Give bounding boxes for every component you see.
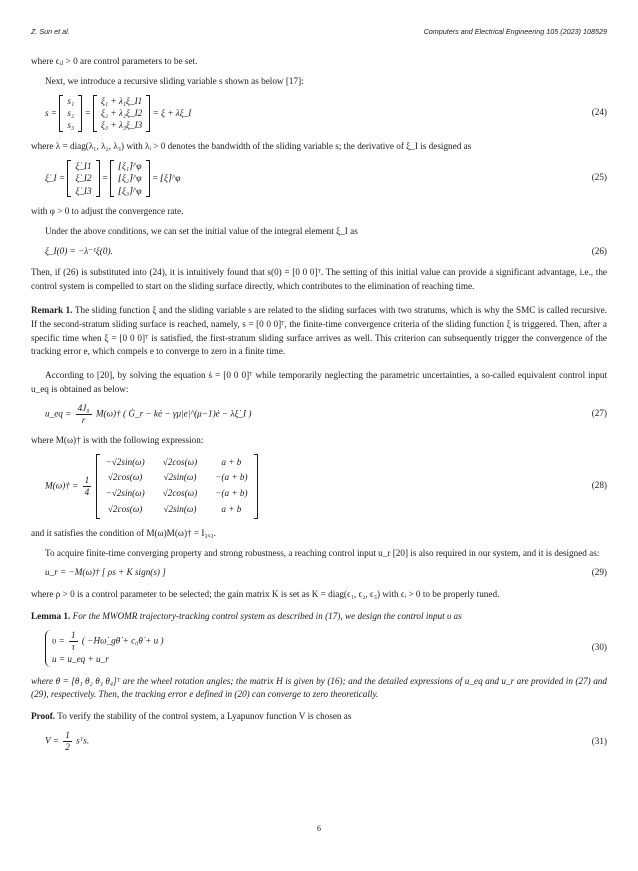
eq24-s3: s₃ (67, 120, 75, 131)
eq28-cell: √2cos(ω) (107, 503, 143, 514)
eq25-v1-row2: ξ̇_I2 (75, 173, 92, 184)
eq25-v2-row2: ⌊ξ₂⌉^φ (118, 173, 142, 184)
eq28-cell: √2sin(ω) (163, 472, 197, 483)
eq30-line2: u = u_eq + u_r (52, 653, 109, 664)
proof-text: To verify the stability of the control system, a Lyapunov function V is chosen as (57, 711, 352, 722)
equation-27 (31, 403, 607, 426)
eq25-v1-row1: ξ̇_I1 (75, 160, 92, 171)
eq28-matrix (96, 454, 258, 519)
eq31-number: (31) (591, 735, 607, 746)
equation-29 (31, 566, 607, 580)
eq25-lhs: ξ̇_I = (45, 172, 66, 183)
eq31-frac-num: 1 (63, 730, 72, 742)
eq28-cell: a + b (221, 456, 242, 467)
eq31-fraction (63, 730, 72, 753)
proof-label: Proof. (31, 711, 56, 722)
paragraph-3: where λ = diag(λ₁, λ₂, λ₃) with λᵢ > 0 denotes the bandwidth of the sliding variable s; the derivative of ξ_I is designed as (31, 140, 472, 151)
paragraph-8: where M(ω)† is with the following expression: (31, 434, 204, 445)
eq24-vector-xi (93, 95, 150, 132)
eq30-line1-rhs: ( −Hω̇_gθ̇ + c₀θ̇ + u ) (81, 635, 164, 646)
paragraph-10: To acquire finite-time converging property and strong robustness, a reaching control input u_r [20] is also required in our system, and it is designed as: (45, 547, 600, 558)
lemma-label: Lemma 1. (31, 610, 71, 621)
eq24-lhs: s = (45, 107, 58, 118)
eq29-number: (29) (591, 567, 607, 578)
eq28-cell: −√2sin(ω) (105, 456, 145, 467)
equation-25: ξ̇_I = ξ̇_I1 ξ̇_I2 ξ̇_I3 = ⌊ξ₁⌉^φ ⌊ξ₂⌉^φ ⌊ξ₃⌉^φ = ⌊ξ⌉^φ (25) (45, 160, 607, 196)
eq28-cell: √2cos(ω) (162, 456, 198, 467)
eq25-v2-row3: ⌊ξ₃⌉^φ (118, 185, 142, 196)
eq27-frac-den: r (81, 414, 86, 425)
running-header (31, 27, 607, 39)
eq30-frac-den: τ (71, 641, 75, 652)
eq28-lhs: M(ω)† = (45, 480, 79, 491)
eq28-cell: √2cos(ω) (107, 472, 143, 483)
eq30-number: (30) (591, 642, 607, 653)
main-content (31, 55, 607, 761)
eq25-vector-1 (67, 160, 99, 197)
lemma-1 (31, 610, 607, 624)
eq27-lhs: u_eq = (45, 408, 72, 419)
eq27-frac-num: 4J₀ (76, 403, 92, 415)
eq28-cell: −√2sin(ω) (105, 488, 145, 499)
remark-1 (31, 304, 607, 359)
eq25-v2-row1: ⌊ξ₁⌉^φ (118, 160, 142, 171)
paragraph-11: where ρ > 0 is a control parameter to be selected; the gain matrix K is set as K = diag(ϵ₁, ϵ₂, ϵ₃) with ϵᵢ > 0 to be properly tuned. (31, 589, 500, 600)
paragraph-1: where ϵᵢⱼ > 0 are control parameters to be set. (31, 56, 198, 66)
eq30-line1-lhs: υ = (52, 635, 68, 646)
eq29-text: u_r = −M(ω)† [ ρs + K sign(s) ] (45, 567, 166, 578)
eq27-rhs: M(ω)† ( Ġ_r − kė − γμ|e|^(μ−1)ė − λξ̇_I ) (95, 408, 252, 419)
eq28-cell: a + b (221, 503, 242, 514)
eq28-cell: −(a + b) (215, 488, 248, 499)
eq26-number: (26) (591, 245, 607, 256)
eq24-s1: s₁ (67, 95, 75, 106)
eq28-cell: √2cos(ω) (162, 488, 198, 499)
eq27-number: (27) (591, 408, 607, 419)
paragraph-12: where θ = [θ₁ θ₂ θ₃ θ₄]ᵀ are the wheel rotation angles; the matrix H is given by (16); and the detailed expressions of u_eq and u_r are provided in (27) and (29), respectively. Then, the tracking error e defined in (20) can converge to zero theoretically. (31, 675, 607, 700)
eq30-fraction (69, 630, 78, 653)
eq28-fraction (83, 475, 92, 498)
eq27-fraction (76, 403, 92, 426)
eq24-number: (24) (591, 107, 607, 118)
eq24-row3: ξ₃ + λ₃ξ_I3 (100, 120, 143, 131)
equation-24: s = s₁ s₂ s₃ = ξ₁ + λ₁ξ_I1 ξ₂ + λ₂ξ_I2 ξ₃ + λ₃ξ_I3 = ξ + λξ_I (24) (45, 95, 607, 131)
paragraph-7: According to [20], by solving the equation ṡ = [0 0 0]ᵀ while temporarily neglecting the parametric uncertainties, a so-called equivalent control input u_eq is obtained as below: (31, 370, 607, 394)
eq24-row1: ξ₁ + λ₁ξ_I1 (100, 95, 143, 106)
paragraph-2: Next, we introduce a recursive sliding variable s shown as below [17]: (45, 75, 304, 86)
eq28-frac-num: 1 (83, 475, 92, 487)
eq26-text: ξ_I(0) = −λ⁻¹ξ(0). (45, 245, 113, 256)
lemma-text: For the MWOMR trajectory-tracking control system as described in (17), we design the control input υ as (72, 610, 462, 621)
eq30-frac-num: 1 (69, 630, 78, 642)
page-number: 6 (317, 824, 321, 833)
eq28-frac-den: 4 (84, 486, 90, 497)
equation-26 (31, 245, 607, 259)
paragraph-6: Then, if (26) is substituted into (24), it is intuitively found that s(0) = [0 0 0]ᵀ. The setting of this initial value can provide a significant advantage, i.e., the control system is compelled to start on the sliding surface directly, which contributes to the elimination of reaching time. (31, 267, 607, 292)
paragraph-5: Under the above conditions, we can set the initial value of the integral element ξ_I as (45, 225, 358, 236)
eq25-v1-row3: ξ̇_I3 (75, 185, 92, 196)
eq24-rhs: = ξ + λξ_I (152, 107, 192, 118)
remark-label: Remark 1. (31, 304, 73, 315)
eq24-s2: s₂ (67, 108, 75, 119)
eq31-rhs: sᵀs. (76, 735, 90, 746)
eq30-brace (45, 630, 164, 667)
equation-31 (31, 730, 607, 753)
eq31-frac-den: 2 (65, 742, 70, 752)
eq28-cell: √2sin(ω) (163, 503, 197, 514)
header-authors: Z. Sun et al. (31, 27, 70, 36)
header-journal: Computers and Electrical Engineering 105 (2023) 108529 (423, 27, 607, 36)
remark-text: The sliding function ξ and the sliding variable s are related to the sliding surfaces with two stratums, which is why the SMC is called recursive. If the second-stratum sliding surface is reached, namely, s = [0 0 0]ᵀ, the finite-time convergence criteria of the sliding function ξ is triggered. Then, after a specific time when ξ = [0 0 0]ᵀ is satisfied, the first-stratum sliding surface arrives as well. This criterion can subsequently trigger the convergence of the tracking error e, which compels e to converge to zero in a finite time. (31, 304, 607, 357)
eq31-lhs: V = (45, 735, 59, 746)
eq25-number: (25) (591, 172, 607, 183)
eq25-vector-2 (110, 160, 149, 197)
eq28-number: (28) (591, 480, 607, 491)
equation-28 (31, 454, 607, 519)
eq24-vector-s (59, 95, 82, 132)
paragraph-9: and it satisfies the condition of M(ω)M(ω)† = I₃ₓ₃. (31, 527, 216, 538)
eq25-rhs: = ⌊ξ⌉^φ (151, 172, 181, 183)
eq28-cell: −(a + b) (215, 472, 248, 483)
paragraph-4: with φ > 0 to adjust the convergence rate. (31, 205, 184, 216)
proof (31, 710, 607, 724)
equation-30 (31, 630, 607, 667)
eq24-row2: ξ₂ + λ₂ξ_I2 (100, 108, 143, 119)
